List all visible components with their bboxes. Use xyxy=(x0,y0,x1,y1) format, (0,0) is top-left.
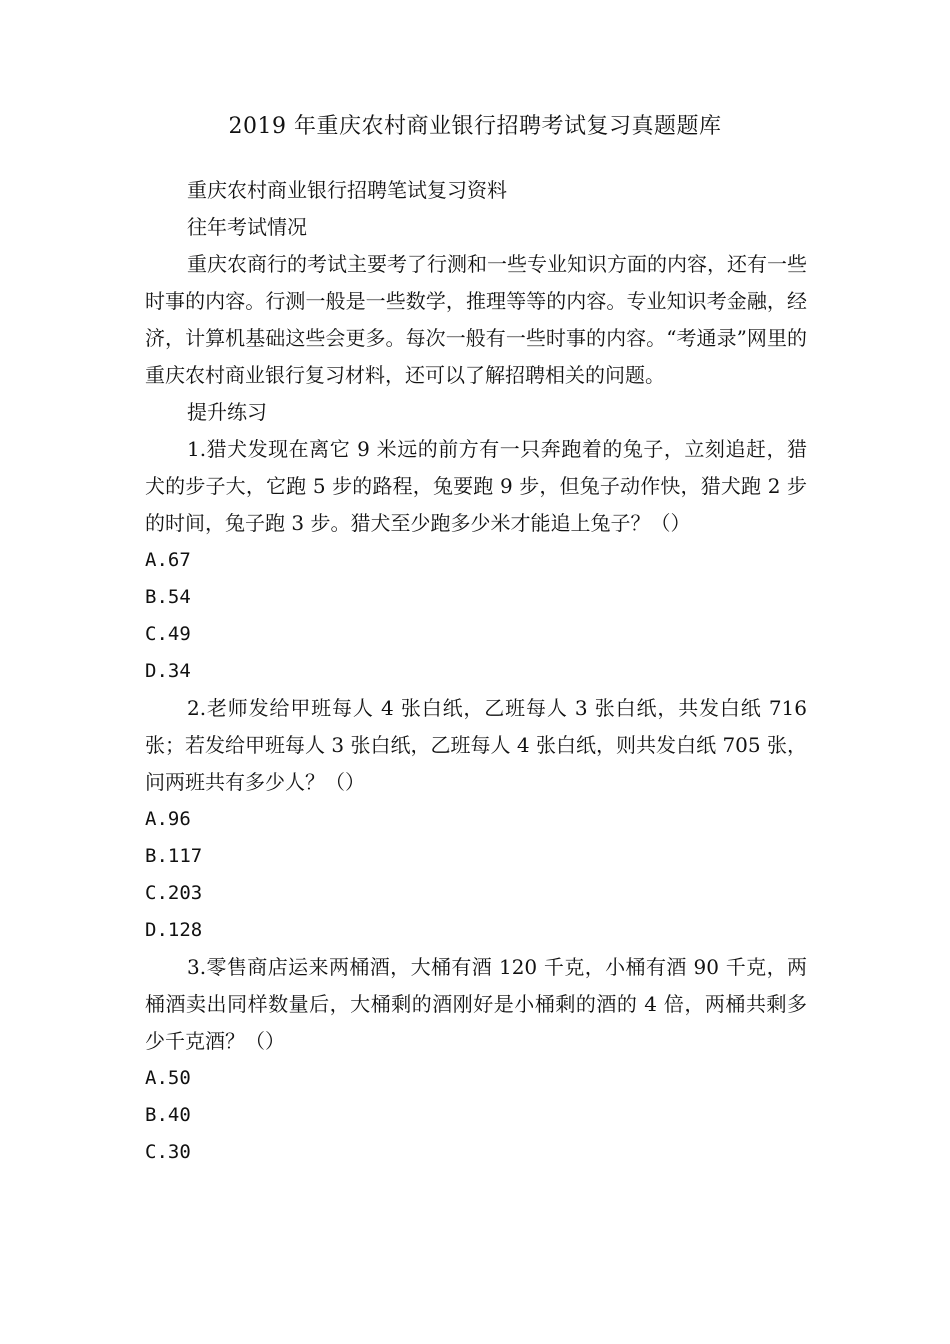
intro-paragraph: 重庆农商行的考试主要考了行测和一些专业知识方面的内容，还有一些时事的内容。行测一般是一些数学，推理等等的内容。专业知识考金融，经济，计算机基础这些会更多。每次一般有一些时事的内容。“考通录”网里的重庆农村商业银行复习材料，还可以了解招聘相关的问题。 xyxy=(145,252,807,387)
question-3-option-a: A.50 xyxy=(145,1067,191,1089)
section-heading-exam: 往年考试情况 xyxy=(187,215,307,239)
document-body xyxy=(145,172,807,1171)
question-3-text: 3.零售商店运来两桶酒，大桶有酒 120 千克，小桶有酒 90 千克，两桶酒卖出同样数量后，大桶剩的酒刚好是小桶剩的酒的 4 倍，两桶共剩多少千克酒？（） xyxy=(145,955,807,1053)
question-2-text: 2.老师发给甲班每人 4 张白纸，乙班每人 3 张白纸，共发白纸 716 张；若发给甲班每人 3 张白纸，乙班每人 4 张白纸，则共发白纸 705 张，问两班共有多少人？（） xyxy=(145,696,807,794)
section-heading-practice: 提升练习 xyxy=(187,400,267,424)
question-1-text: 1.猎犬发现在离它 9 米远的前方有一只奔跑着的兔子，立刻追赶，猎犬的步子大，它跑 5 步的路程，兔要跑 9 步，但兔子动作快，猎犬跑 2 步的时间，兔子跑 3 步。猎犬至少跑多少米才能追上兔子？（） xyxy=(145,437,807,535)
question-1-option-a: A.67 xyxy=(145,549,191,571)
document-title: 2019 年重庆农村商业银行招聘考试复习真题题库 xyxy=(228,114,722,139)
question-3-option-b: B.40 xyxy=(145,1104,191,1126)
question-1-option-b: B.54 xyxy=(145,586,191,608)
question-2-option-c: C.203 xyxy=(145,882,203,904)
question-3-option-c: C.30 xyxy=(145,1141,191,1163)
question-2-option-d: D.128 xyxy=(145,919,203,941)
question-2-option-b: B.117 xyxy=(145,845,203,867)
question-1-option-d: D.34 xyxy=(145,660,191,682)
question-2-option-a: A.96 xyxy=(145,808,191,830)
question-1-option-c: C.49 xyxy=(145,623,191,645)
subtitle-paragraph: 重庆农村商业银行招聘笔试复习资料 xyxy=(187,178,507,202)
